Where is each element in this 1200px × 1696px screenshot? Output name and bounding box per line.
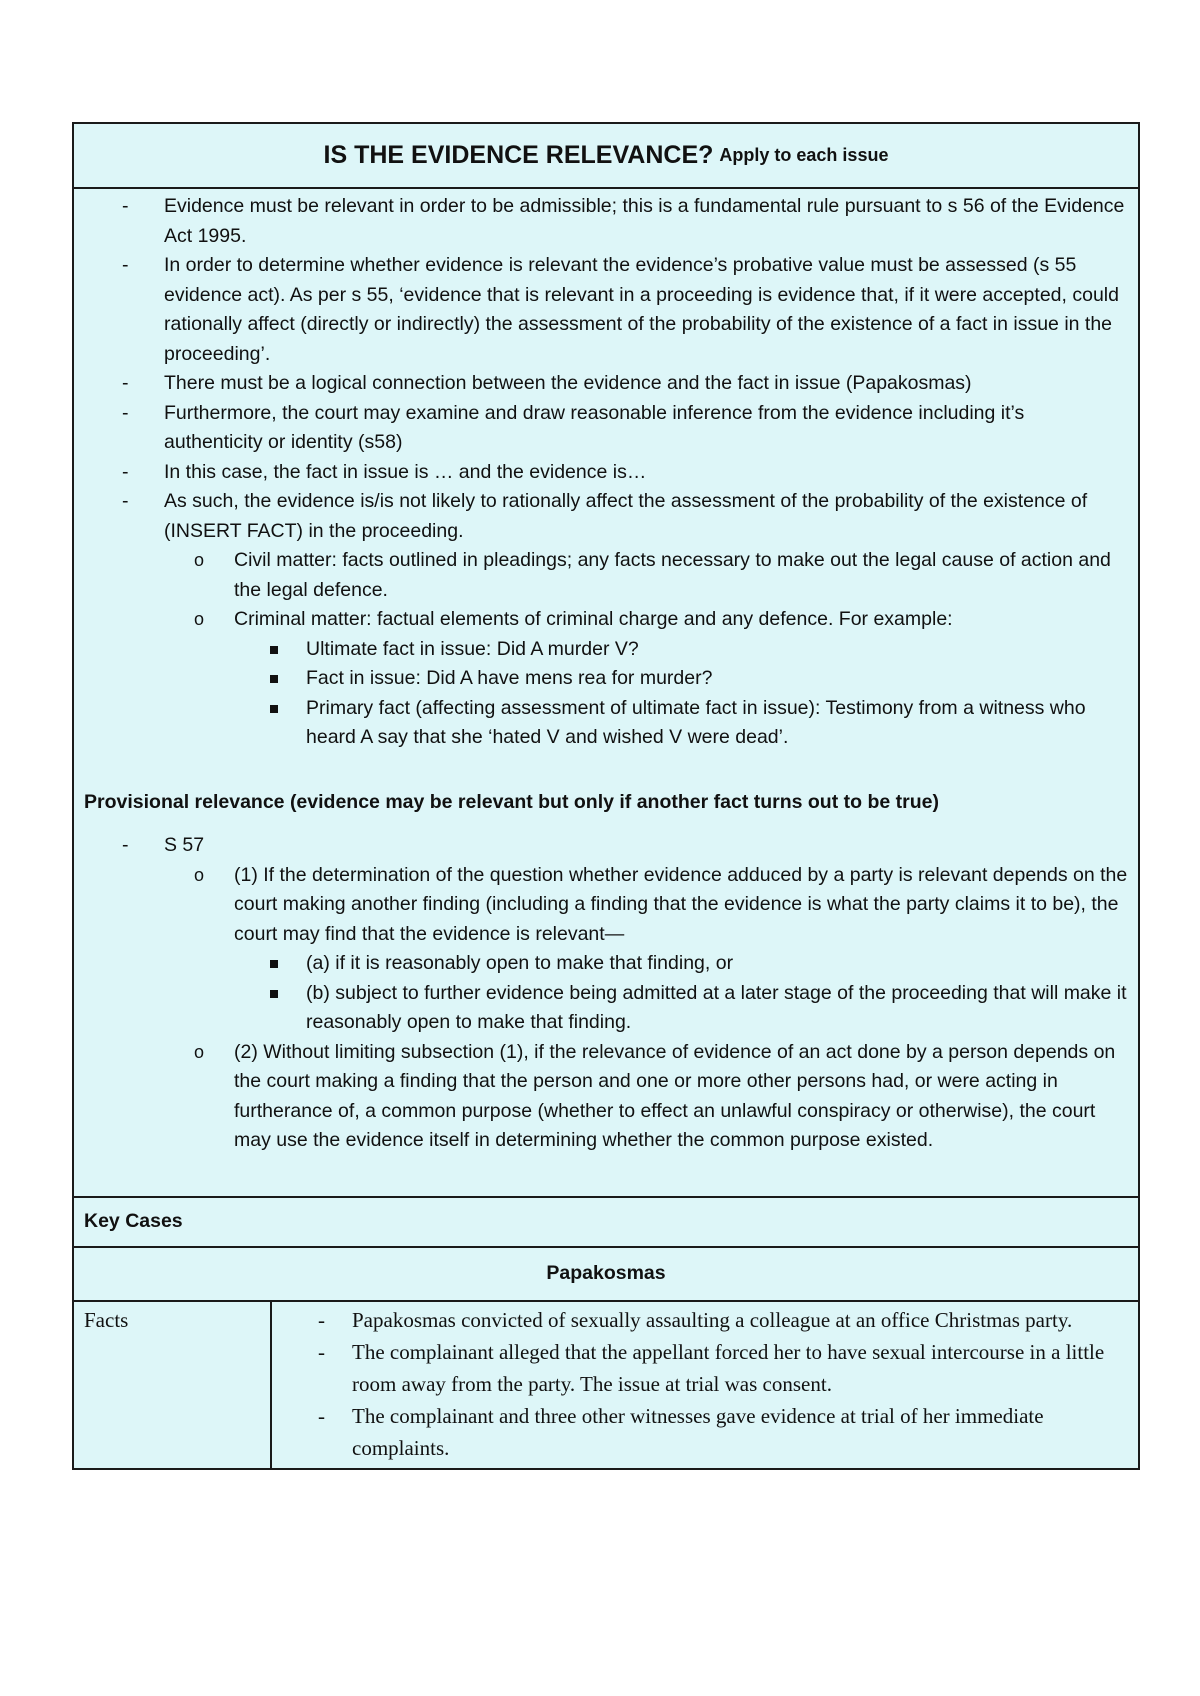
facts-label: Facts: [74, 1302, 272, 1468]
list-item-text: S 57: [164, 834, 205, 856]
list-item: Ultimate fact in issue: Did A murder V?: [84, 635, 1128, 665]
facts-row: [74, 1300, 1138, 1468]
list-item: o Civil matter: facts outlined in pleadings; any facts necessary to make out the legal cause of action and the legal defence.: [84, 546, 1128, 605]
example-list: [234, 635, 1128, 753]
list-item: - The complainant and three other witnesses gave evidence at trial of her immediate complaints.: [272, 1400, 1128, 1464]
paragraph-list: [234, 949, 1128, 1038]
list-item: (a) if it is reasonably open to make that finding, or: [84, 949, 1128, 979]
list-item: - Evidence must be relevant in order to be admissible; this is a fundamental rule pursuant to s 56 of the Evidence Act 1995.: [84, 192, 1128, 251]
list-item-text: As such, the evidence is/is not likely to rationally affect the assessment of the probability of the existence of (INSERT FACT) in the proceeding.: [164, 490, 1088, 542]
relevance-list: [84, 192, 1128, 753]
list-item: Fact in issue: Did A have mens rea for murder?: [84, 664, 1128, 694]
list-item-text: Criminal matter: factual elements of criminal charge and any defence. For example:: [234, 608, 953, 630]
title-main: IS THE EVIDENCE RELEVANCE?: [323, 141, 714, 169]
list-item: - Furthermore, the court may examine and draw reasonable inference from the evidence including it’s authenticity or identity (s58): [84, 399, 1128, 458]
list-item: - The complainant alleged that the appellant forced her to have sexual intercourse in a little room away from the party. The issue at trial was consent.: [272, 1336, 1128, 1400]
case-name: Papakosmas: [74, 1246, 1138, 1300]
key-cases-heading: Key Cases: [74, 1196, 1138, 1246]
list-item: [84, 831, 1128, 1156]
list-item-text: (1) If the determination of the question whether evidence adduced by a party is relevant depends on the court making another finding (including a finding that the evidence is what the party claims it to be), the court may find that the evidence is relevant—: [234, 863, 1128, 945]
subsection-list: [164, 861, 1128, 1156]
facts-list: [272, 1304, 1128, 1464]
list-item: - Papakosmas convicted of sexually assaulting a colleague at an office Christmas party.: [272, 1304, 1128, 1336]
list-item: - In order to determine whether evidence is relevant the evidence’s probative value must be assessed (s 55 evidence act). As per s 55, ‘evidence that is relevant in a proceeding is evidence that, if it were accepted, could rationally affect (directly or indirectly) the assessment of the probability of the existence of a fact in issue in the proceeding’.: [84, 251, 1128, 369]
provisional-list: [84, 831, 1128, 1156]
title-row: [74, 124, 1138, 189]
evidence-relevance-table: [72, 122, 1140, 1470]
list-item: [84, 605, 1128, 753]
list-item: - There must be a logical connection between the evidence and the fact in issue (Papakosmas): [84, 369, 1128, 399]
list-item: [84, 861, 1128, 1038]
provisional-heading: Provisional relevance (evidence may be relevant but only if another fact turns out to be true): [84, 790, 939, 813]
list-item: Primary fact (affecting assessment of ultimate fact in issue): Testimony from a witness who heard A say that she ‘hated V and wished V were dead’.: [84, 694, 1128, 753]
facts-body: [272, 1302, 1138, 1468]
matter-list: [164, 546, 1128, 753]
list-item: [84, 487, 1128, 753]
title-sub: Apply to each issue: [719, 145, 889, 165]
relevance-body: [74, 189, 1138, 1196]
list-item: (b) subject to further evidence being admitted at a later stage of the proceeding that will make it reasonably open to make that finding.: [84, 979, 1128, 1038]
list-item: - In this case, the fact in issue is … and the evidence is…: [84, 458, 1128, 488]
list-item: o (2) Without limiting subsection (1), if the relevance of evidence of an act done by a person depends on the court making a finding that the person and one or more other persons had, or were acting in furtherance of, a common purpose (whether to effect an unlawful conspiracy or otherwise), the court may use the evidence itself in determining whether the common purpose existed.: [84, 1038, 1128, 1156]
